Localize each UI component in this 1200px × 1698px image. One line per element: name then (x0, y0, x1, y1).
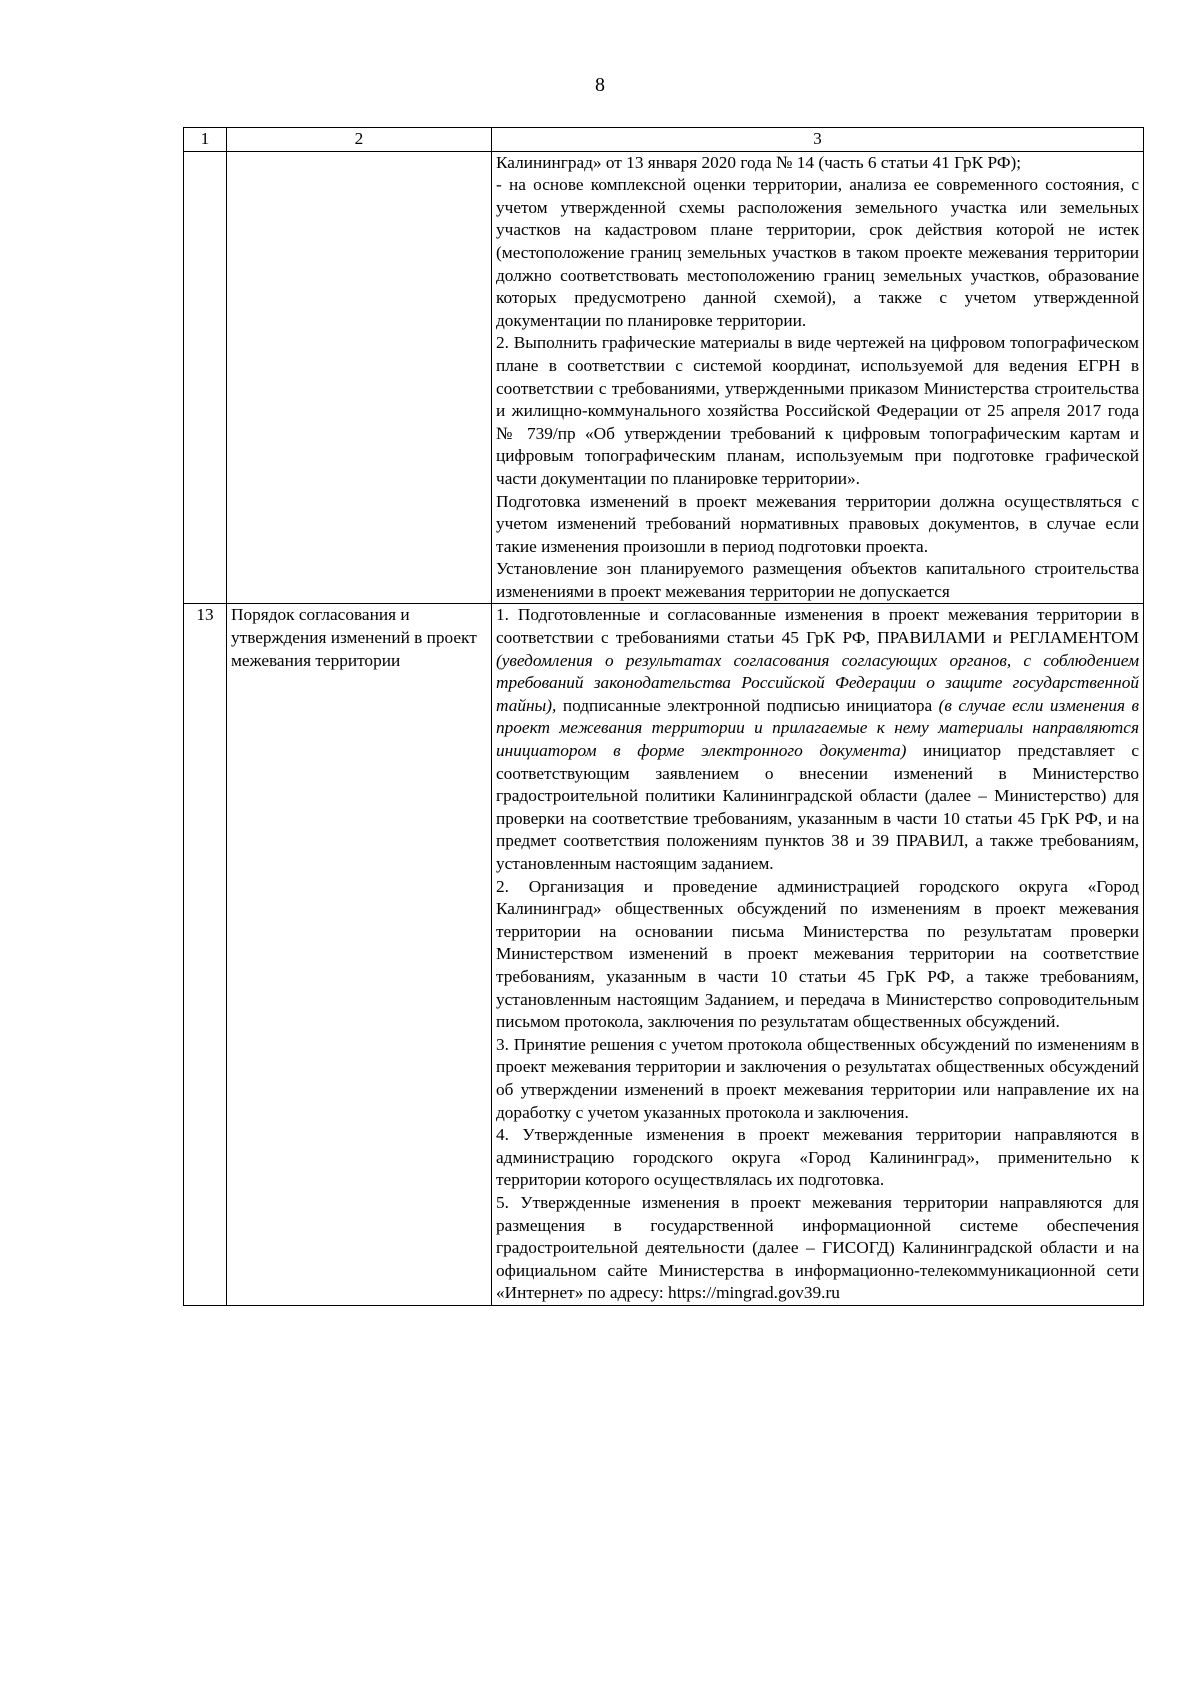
paragraph-italic-note: (в случае если изменения в проект межевания территории и прилагаемые к нему материалы направляются инициатором в форме электронного документа) (496, 695, 1139, 761)
column-header-3: 3 (492, 128, 1144, 152)
paragraph-text: подписанные электронной подписью инициатора (556, 695, 939, 715)
paragraph-italic-note: (уведомления о результатах согласования согласующих органов, с соблюдением требований законодательства Российской Федерации о защите государственной тайны), (496, 650, 1139, 715)
column-header-1: 1 (184, 128, 227, 152)
row-topic-cell (227, 151, 492, 604)
content-paragraph: - на основе комплексной оценки территории, анализа ее современного состояния, с учетом утвержденной схемы расположения земельного участка или земельных участков на кадастровом плане территории, срок действия которой не истек (местоположение границ земельных участков в таком проекте межевания территории должно соответствовать местоположению границ земельных участков, образование которых предусмотрено данной схемой), а также с учетом утвержденной документации по планировке территории. (496, 175, 1139, 330)
column-header-2: 2 (227, 128, 492, 152)
page-number: 8 (595, 74, 605, 96)
content-paragraph: 2. Выполнить графические материалы в виде чертежей на цифровом топографическом плане в соответствии с системой координат, используемой для ведения ЕГРН в соответствии с требованиями, утвержденными приказом Министерства строительства и жилищно-коммунального хозяйства Российской Федерации от 25 апреля 2017 года № 739/пр «Об утверждении требований к цифровым топографическим картам и цифровым топографическим планам, используемым при подготовке графической части документации по планировке территории». (496, 333, 1139, 488)
table-row-continuation (184, 151, 1144, 604)
row-number: 13 (184, 604, 227, 1305)
content-paragraph: 3. Принятие решения с учетом протокола общественных обсуждений по изменениям в проект межевания территории и заключения о результатах общественных обсуждений об утверждении изменений в проект межевания территории или направление их на доработку с учетом указанных протокола и заключения. (496, 1034, 1139, 1122)
paragraph-text: инициатор представляет с соответствующим заявлением о внесении изменений в Министерство градостроительной политики Калининградской области (далее – Министерство) для проверки на соответствие требованиям, указанным в части 10 статьи 45 ГрК РФ, и на предмет соответствия положениям пунктов 38 и 39 ПРАВИЛ, а также требованиям, установленным настоящим заданием. (496, 741, 1140, 873)
row-topic: Порядок согласования и утверждения изменений в проект межевания территории (227, 604, 492, 1305)
paragraph-text: 1. Подготовленные и согласованные изменения в проект межевания территории в соответствии с требованиями статьи 45 ГрК РФ, ПРАВИЛАМИ и РЕГЛАМЕНТОМ (496, 605, 1139, 648)
row-content-cell (492, 151, 1144, 604)
content-paragraph: Калининград» от 13 января 2020 года № 14 (часть 6 статьи 41 ГрК РФ); (496, 152, 1022, 172)
content-paragraph: Подготовка изменений в проект межевания территории должна осуществляться с учетом изменений требований нормативных правовых документов, в случае если такие изменения произошли в период подготовки проекта. (496, 491, 1139, 556)
content-paragraph: 4. Утвержденные изменения в проект межевания территории направляются в администрацию городского округа «Город Калининград», применительно к территории которого осуществлялась их подготовка. (496, 1125, 1139, 1190)
row-content-cell (492, 604, 1144, 1305)
content-paragraph (496, 604, 1139, 875)
requirements-table (183, 127, 1144, 1306)
table-row-13 (184, 604, 1144, 1305)
row-number-cell (184, 151, 227, 604)
content-paragraph: 2. Организация и проведение администрацией городского округа «Город Калининград» общественных обсуждений по изменениям в проект межевания территории на основании письма Министерства по результатам проверки Министерством изменений в проект межевания территории на соответствие требованиям, указанным в части 10 статьи 45 ГрК РФ, а также требованиям, установленным настоящим Заданием, и передача в Министерство сопроводительным письмом протокола, заключения по результатам общественных обсуждений. (496, 876, 1139, 1032)
table-header-row (184, 128, 1144, 152)
content-paragraph: Установление зон планируемого размещения объектов капитального строительства изменениями в проект межевания территории не допускается (496, 559, 1139, 601)
content-paragraph: 5. Утвержденные изменения в проект межевания территории направляются для размещения в государственной информационной системе обеспечения градостроительной деятельности (далее – ГИСОГД) Калининградской области и на официальном сайте Министерства в информационно-телекоммуникационной сети «Интернет» по адресу: https://mingrad.gov39.ru (496, 1192, 1139, 1303)
